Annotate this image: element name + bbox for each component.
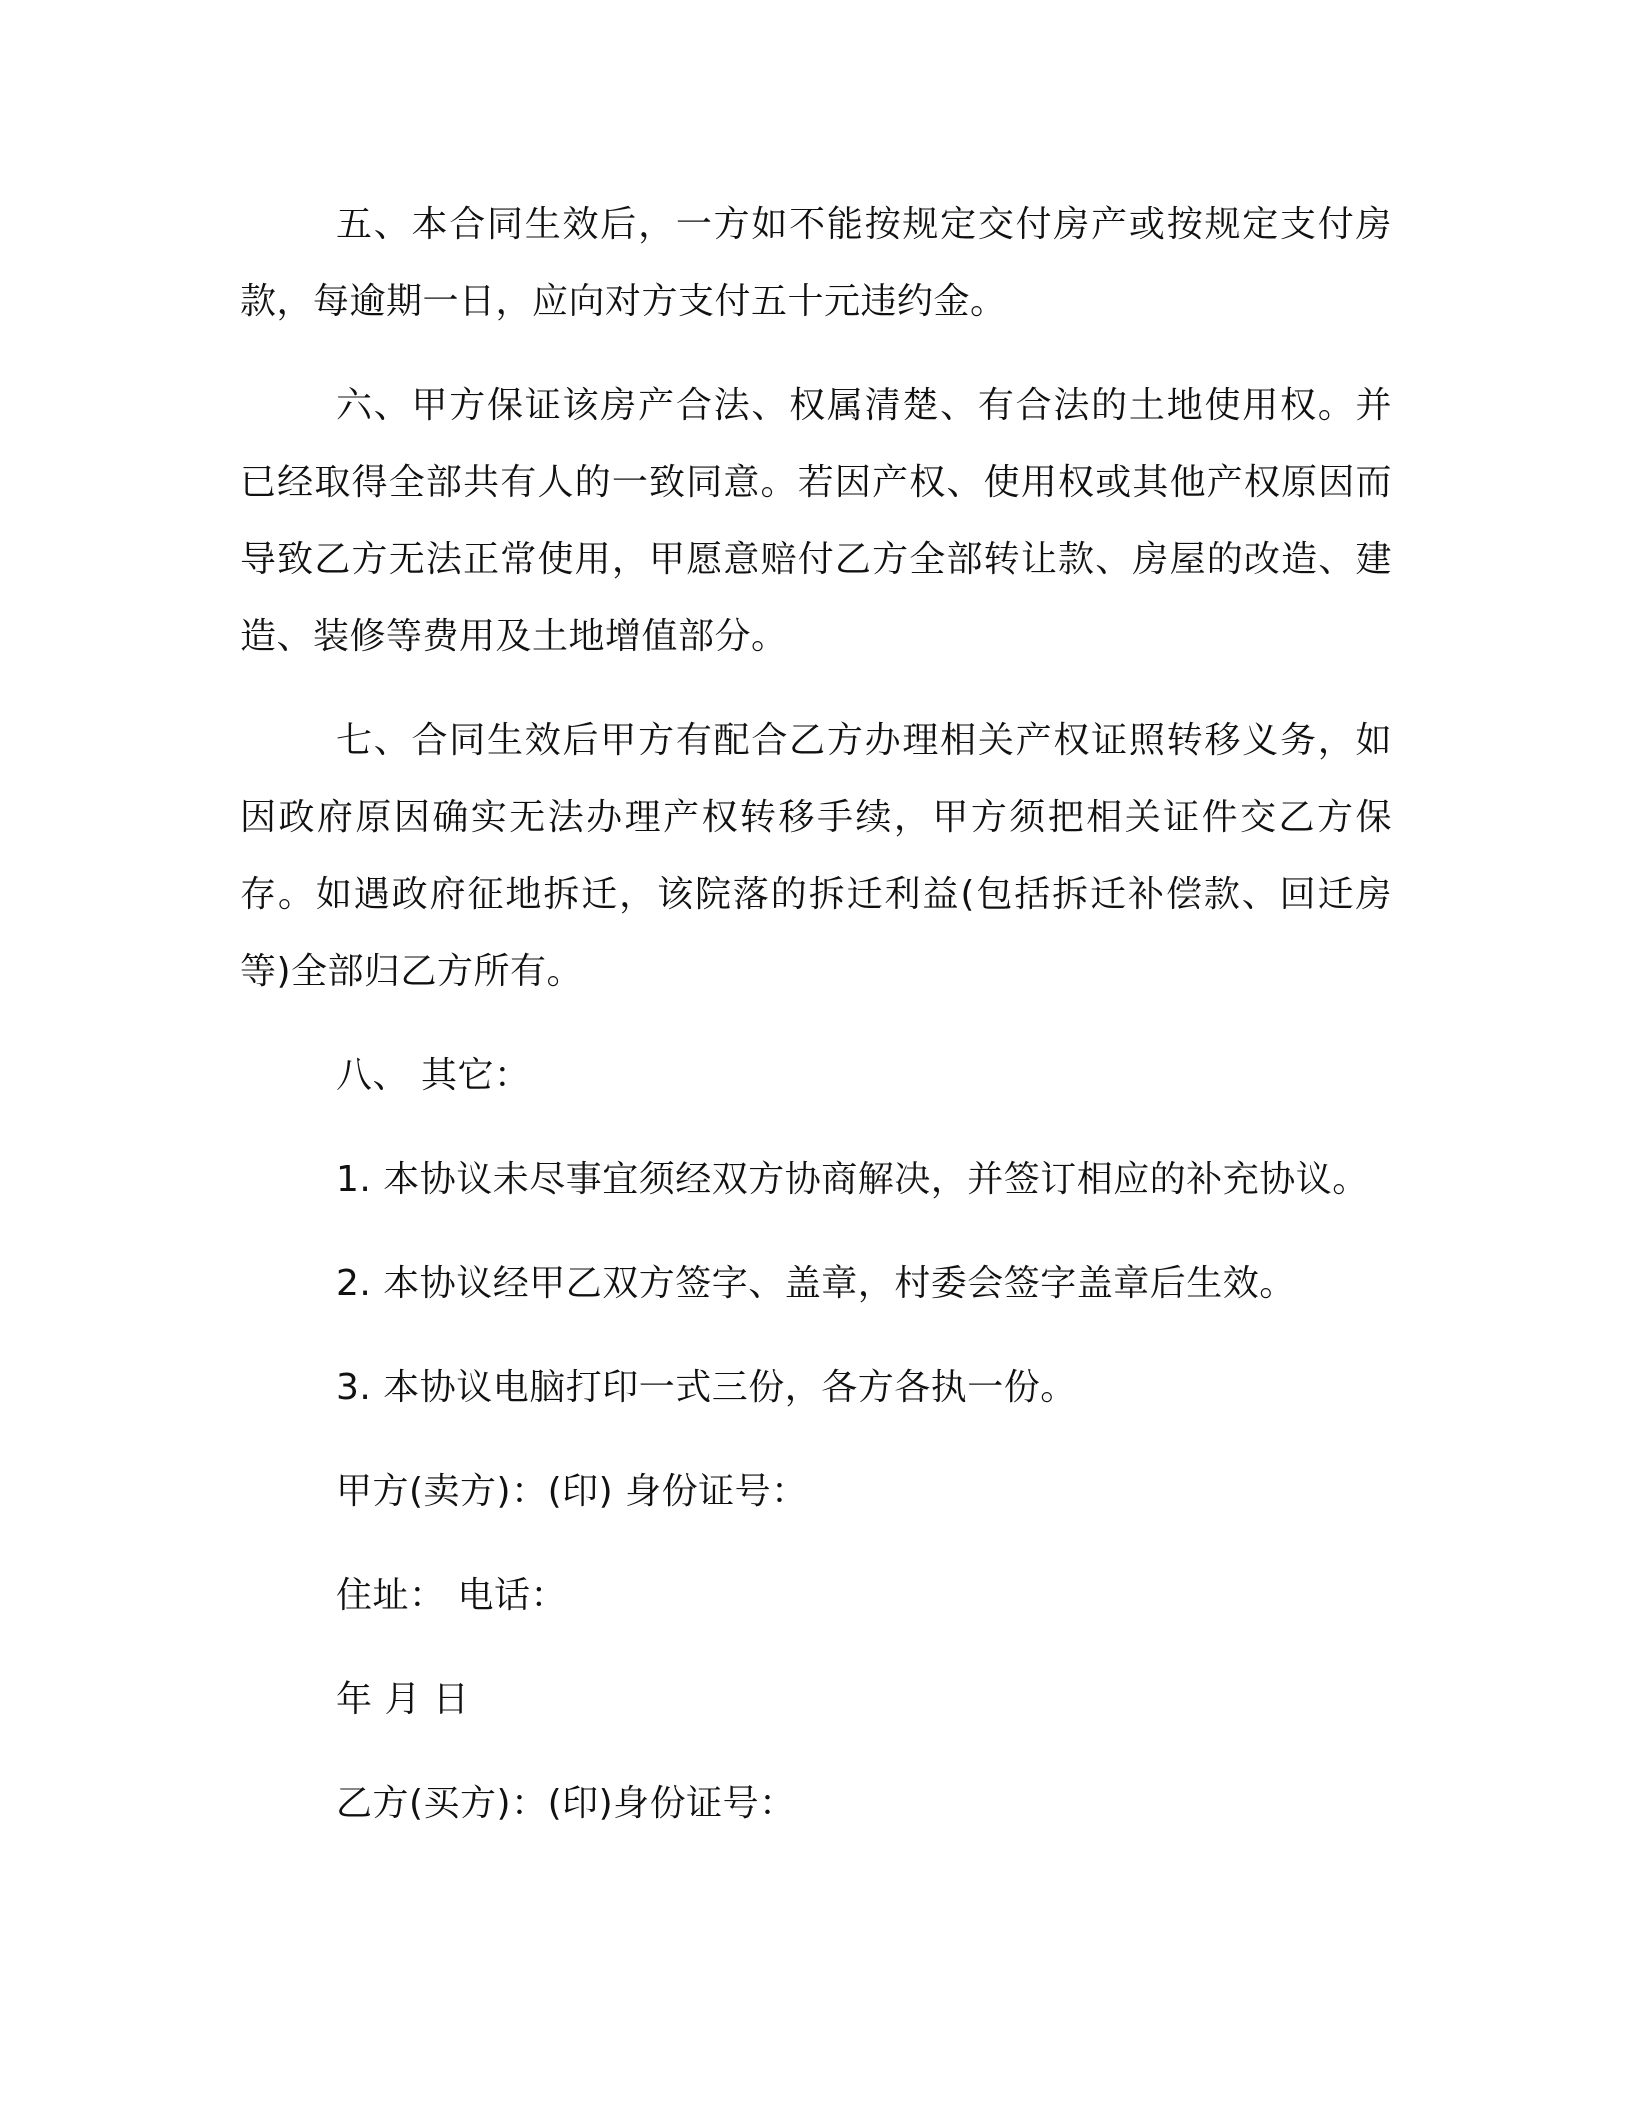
other-item-1: 1. 本协议未尽事宜须经双方协商解决，并签订相应的补充协议。 — [336, 1159, 1369, 1200]
signature-date: 年 月 日 — [336, 1679, 470, 1720]
document-body — [240, 186, 1392, 1869]
other-item-2: 2. 本协议经甲乙双方签字、盖章，村委会签字盖章后生效。 — [336, 1263, 1296, 1304]
clause-eight-heading: 八、 其它： — [336, 1055, 531, 1096]
signature-party-b: 乙方(买方)：(印)身份证号： — [336, 1783, 796, 1824]
signature-party-a: 甲方(卖方)：(印) 身份证号： — [336, 1471, 808, 1512]
clause-six: 六、甲方保证该房产合法、权属清楚、有合法的土地使用权。并已经取得全部共有人的一致同意。若因产权、使用权或其他产权原因而导致乙方无法正常使用，甲愿意赔付乙方全部转让款、房屋的改造、建造、装修等费用及土地增值部分。 — [240, 385, 1392, 657]
clause-five: 五、本合同生效后，一方如不能按规定交付房产或按规定支付房款，每逾期一日，应向对方支付五十元违约金。 — [240, 204, 1392, 322]
signature-address-phone: 住址： 电话： — [336, 1575, 567, 1616]
other-item-3: 3. 本协议电脑打印一式三份，各方各执一份。 — [336, 1367, 1077, 1408]
clause-seven: 七、合同生效后甲方有配合乙方办理相关产权证照转移义务，如因政府原因确实无法办理产权转移手续，甲方须把相关证件交乙方保存。如遇政府征地拆迁，该院落的拆迁利益(包括拆迁补偿款、回迁房等)全部归乙方所有。 — [240, 720, 1392, 992]
